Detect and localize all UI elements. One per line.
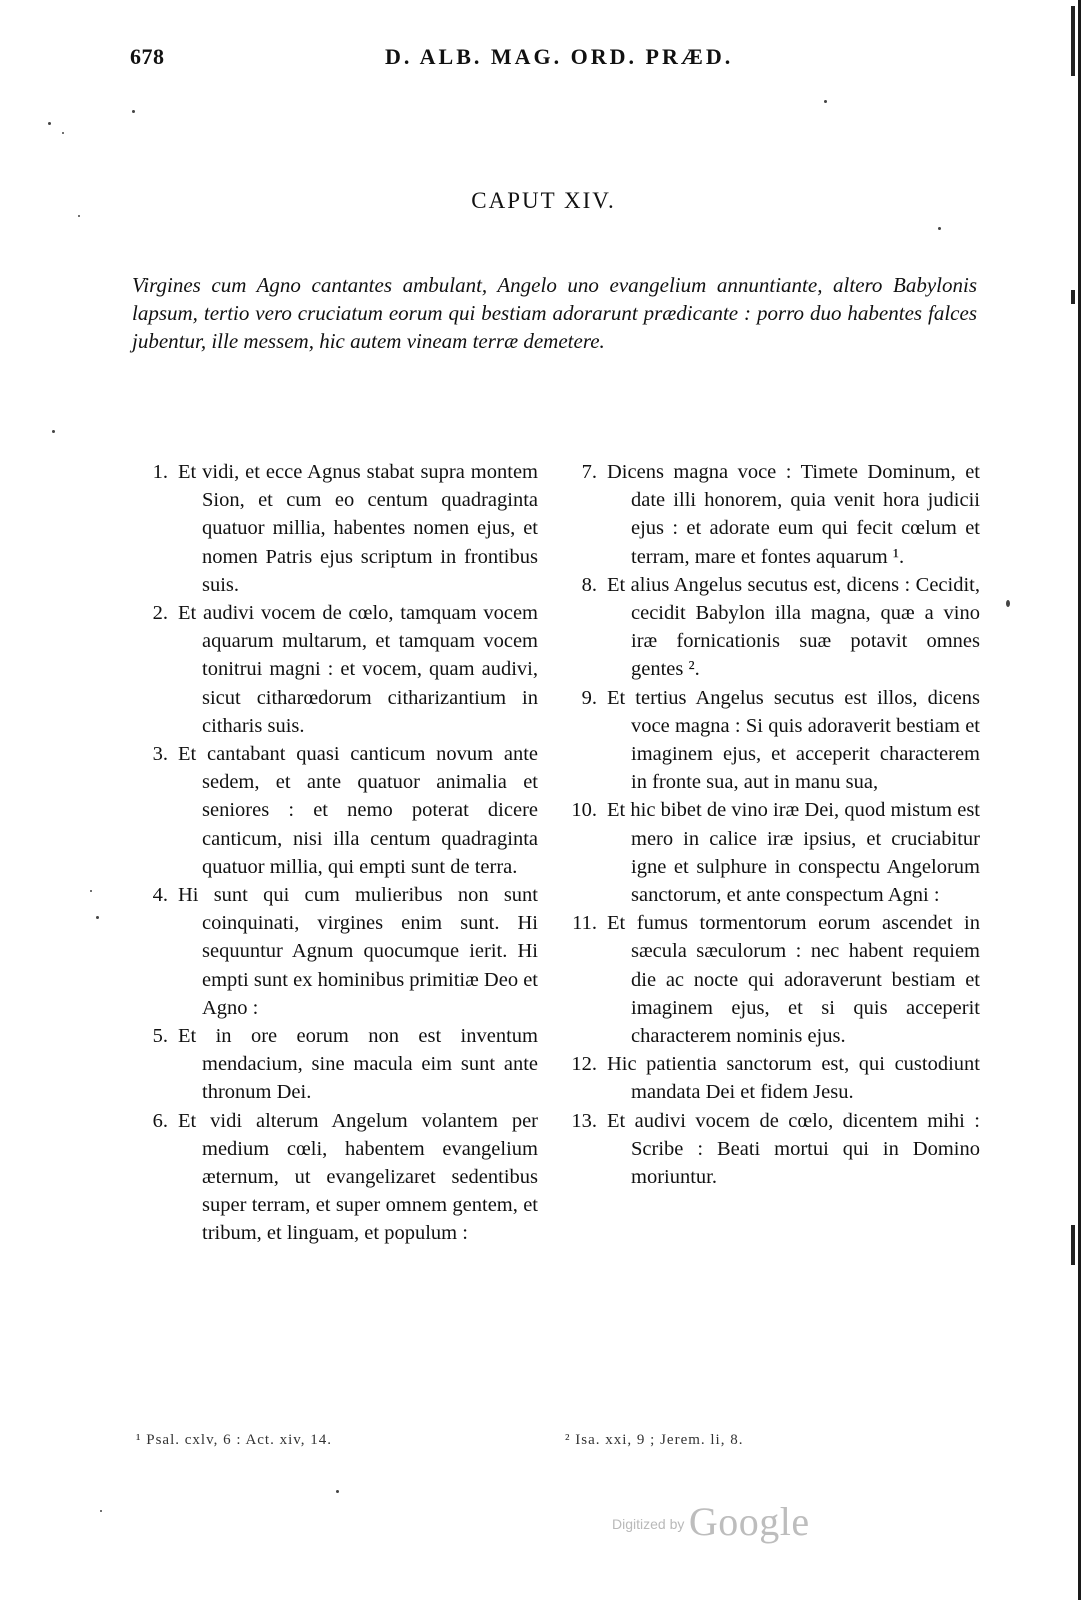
scan-speck: [336, 1490, 339, 1493]
verse: [126, 458, 538, 599]
verse: [126, 740, 538, 881]
verse: [555, 458, 980, 571]
scan-speck: [824, 100, 827, 103]
chapter-summary: [132, 271, 977, 355]
verse: [126, 1022, 538, 1107]
verse-text: Et audivi vocem de cœlo, dicentem mihi : Scribe : Beati mortui qui in Domino moriuntur.: [607, 1109, 980, 1189]
verse-text: Et cantabant quasi canticum novum ante sedem, et ante quatuor animalia et seniores : et nemo poterat dicere canticum, nisi illa centum quadraginta quatuor millia, qui empti sunt de terra.: [178, 743, 538, 878]
verse: [126, 881, 538, 1022]
verse: [555, 1050, 980, 1106]
scan-speck: [100, 1510, 102, 1512]
verse-number: 3.: [152, 743, 168, 766]
verse-text: Et alius Angelus secutus est, dicens : Cecidit, cecidit Babylon illa magna, quæ a vino iræ fornicationis suæ potavit omnes gentes ².: [607, 573, 980, 681]
verse-number: 1.: [152, 461, 168, 483]
page-edge-mark: [1071, 1225, 1075, 1265]
verse: [126, 599, 538, 740]
verse-text: Et tertius Angelus secutus est illos, dicens voce magna : Si quis adoraverit bestiam et imaginem ejus, et acceperit characterem in fronte sua, aut in manu sua,: [607, 686, 980, 794]
footnote-left: ¹ Psal. cxlv, 6 : Act. xiv, 14.: [136, 1432, 333, 1448]
page-number: 678: [130, 44, 165, 69]
verse-text: Et audivi vocem de cœlo, tamquam vocem aquarum multarum, et tamquam vocem tonitrui magni : et vocem, quam audivi, sicut citharœdorum citharizantium in citharis suis.: [178, 602, 538, 737]
scan-speck: [1006, 600, 1010, 607]
verse-text: Et in ore eorum non est inventum mendacium, sine macula eim sunt ante thronum Dei.: [178, 1025, 538, 1104]
verse: [555, 571, 980, 684]
digitized-by-label: Digitized by: [612, 1516, 685, 1532]
page-edge-mark: [1071, 6, 1075, 76]
verse-text: Dicens magna voce : Timete Dominum, et date illi honorem, quia venit hora judicii ejus : et adorate eum qui fecit cœlum et terram, mare et fontes aquarum ¹.: [607, 461, 980, 568]
scan-speck: [132, 110, 135, 113]
scan-speck: [938, 227, 941, 230]
page-edge-border: [1078, 0, 1081, 1600]
verse-number: 13.: [571, 1109, 597, 1132]
left-column: [126, 458, 538, 1248]
verse: [555, 796, 980, 909]
verse-text: Hi sunt qui cum mulieribus non sunt coinquinati, virgines enim sunt. Hi sequuntur Agnum quocumque ierit. Hi empti sunt ex hominibus primitiæ Deo et Agno :: [178, 884, 538, 1019]
scan-speck: [62, 132, 64, 134]
verse-number: 4.: [152, 884, 168, 907]
chapter-title: CAPUT XIV.: [471, 188, 616, 213]
verse-text: Et vidi alterum Angelum volantem per medium cœli, habentem evangelium æternum, ut evangelizaret sedentibus super terram, et super omnem gentem, et tribum, et linguam, et populum :: [178, 1109, 538, 1245]
verse-number: 12.: [571, 1053, 597, 1076]
verse-text: Et vidi, et ecce Agnus stabat supra montem Sion, et cum eo centum quadraginta quatuor millia, habentes nomen ejus, et nomen Patris ejus scriptum in frontibus suis.: [178, 461, 538, 596]
right-column: [555, 458, 980, 1191]
verse-number: 2.: [152, 602, 168, 625]
chapter-summary-text: Virgines cum Agno cantantes ambulant, Angelo uno evangelium annuntiante, altero Babylonis lapsum, tertio vero cruciatum eorum qui bestiam adorarunt prædicante : porro duo habentes falces jubentur, ille messem, hic autem vineam terræ demetere.: [132, 273, 977, 353]
verse-number: 9.: [581, 686, 597, 709]
verse-number: 11.: [572, 912, 597, 935]
scan-speck: [78, 215, 80, 217]
verse: [555, 909, 980, 1050]
verse-number: 10.: [571, 799, 597, 822]
page-edge-mark: [1071, 290, 1075, 304]
scan-speck: [90, 890, 92, 892]
google-logo: Google: [688, 1499, 810, 1544]
verse-text: Et hic bibet de vino iræ Dei, quod mistum est mero in calice iræ ipsius, et cruciabitur igne et sulphure in conspectu Angelorum sanctorum, et ante conspectum Agni :: [607, 799, 980, 907]
verse: [555, 684, 980, 797]
verse-text: Et fumus tormentorum eorum ascendet in sæcula sæculorum : nec habent requiem die ac nocte qui adoraverunt bestiam et imaginem ejus, et si quis acceperit characterem nominis ejus.: [607, 912, 980, 1048]
digitized-by-google-watermark: [612, 1498, 810, 1545]
scan-speck: [96, 916, 99, 919]
verse: [126, 1107, 538, 1248]
verse: [555, 1107, 980, 1192]
running-head: D. ALB. MAG. ORD. PRÆD.: [385, 44, 734, 69]
verse-number: 7.: [581, 461, 597, 483]
page-header: [130, 44, 987, 74]
scan-speck: [48, 122, 51, 125]
verse-number: 6.: [152, 1109, 168, 1132]
verse-text: Hic patientia sanctorum est, qui custodiunt mandata Dei et fidem Jesu.: [607, 1053, 980, 1104]
scan-speck: [52, 430, 55, 433]
verse-number: 5.: [152, 1025, 168, 1048]
footnote-right: ² Isa. xxi, 9 ; Jerem. li, 8.: [565, 1432, 744, 1448]
verse-number: 8.: [581, 573, 597, 596]
